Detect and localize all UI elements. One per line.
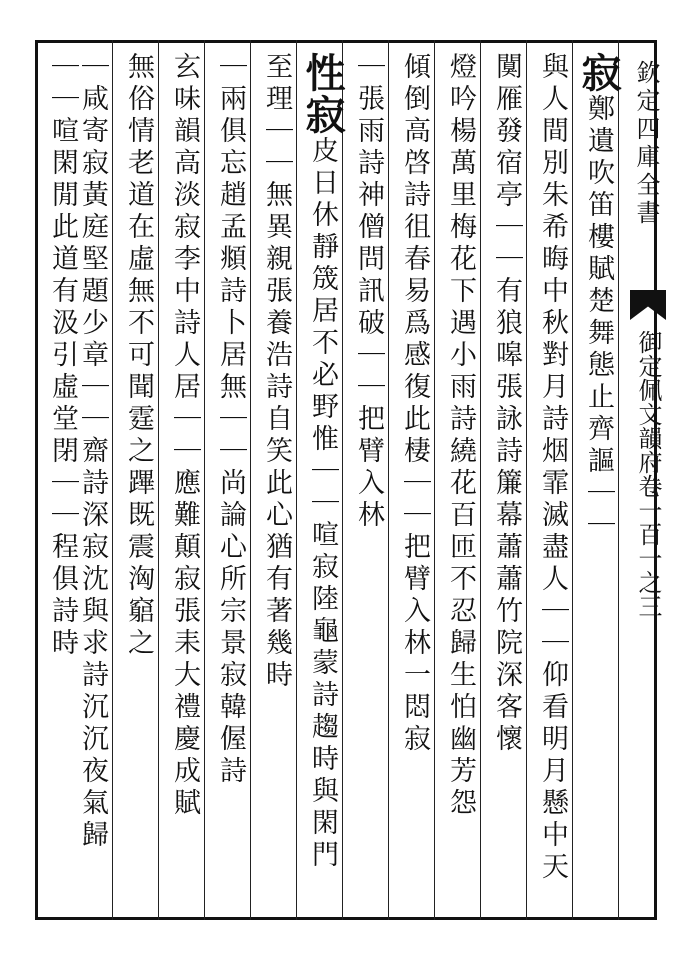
entry-text: ｜張雨詩神僧問訊破｜｜把臂入林 <box>353 52 384 532</box>
entry-text: 傾倒高啓詩徂春易爲感復此棲｜｜把臂入林一悶寂 <box>399 52 430 756</box>
text-column <box>574 52 622 912</box>
text-column <box>298 52 346 912</box>
text-column <box>528 52 576 912</box>
entry-text: 皮日休靜筬居不必野惟｜｜喧寂陸龜蒙詩趨時與閑門 <box>307 136 338 872</box>
text-column <box>482 52 530 912</box>
entry-text: 闃雁發宿亭｜｜有狼嗥張詠詩簾幕蕭蕭竹院深客懷 <box>491 52 522 756</box>
text-column <box>206 52 254 912</box>
entry-text: 燈吟楊萬里梅花下遇小雨詩繞花百匝不忍歸生怕幽芳怨 <box>445 52 476 820</box>
text-column <box>344 52 392 912</box>
margin-title: 欽定四庫全書 <box>632 60 660 228</box>
text-column <box>436 52 484 912</box>
text-column <box>252 52 300 912</box>
entry-text: 至理｜｜無異親張養浩詩自笑此心猶有著幾時 <box>261 52 292 692</box>
entry-headword: 寂 <box>575 52 622 94</box>
entry-text: ｜兩俱忘趙孟頫詩卜居無｜｜尚論心所宗景寂韓偓詩 <box>215 52 246 788</box>
entry-text: 玄味韻高淡寂李中詩人居｜｜應難顛寂張耒大禮慶成賦 <box>169 52 200 820</box>
entry-text: ｜咸寄寂黃庭堅題少章｜｜齋詩深寂沈與求詩沉沉夜氣歸 <box>77 52 108 852</box>
text-column <box>390 52 438 912</box>
entry-text: 鄭遺吹笛樓賦楚舞態止齊謳｜｜ <box>583 94 614 542</box>
text-column <box>114 52 162 912</box>
entry-text: ｜｜喧閑閒此道有汲引虛堂閉｜｜程俱詩時 <box>47 52 78 660</box>
margin-volume: 御定佩文韻府卷一百一之三 <box>634 330 662 618</box>
entry-text: 無俗情老道在虛無不可聞霆之蹕既震洶竆之 <box>123 52 154 660</box>
text-column <box>160 52 208 912</box>
entry-headword: 性寂 <box>299 52 346 136</box>
entry-text: 與人間別朱希晦中秋對月詩烟霏滅盡人｜｜仰看明月懸中天 <box>537 52 568 884</box>
text-column <box>38 52 86 912</box>
